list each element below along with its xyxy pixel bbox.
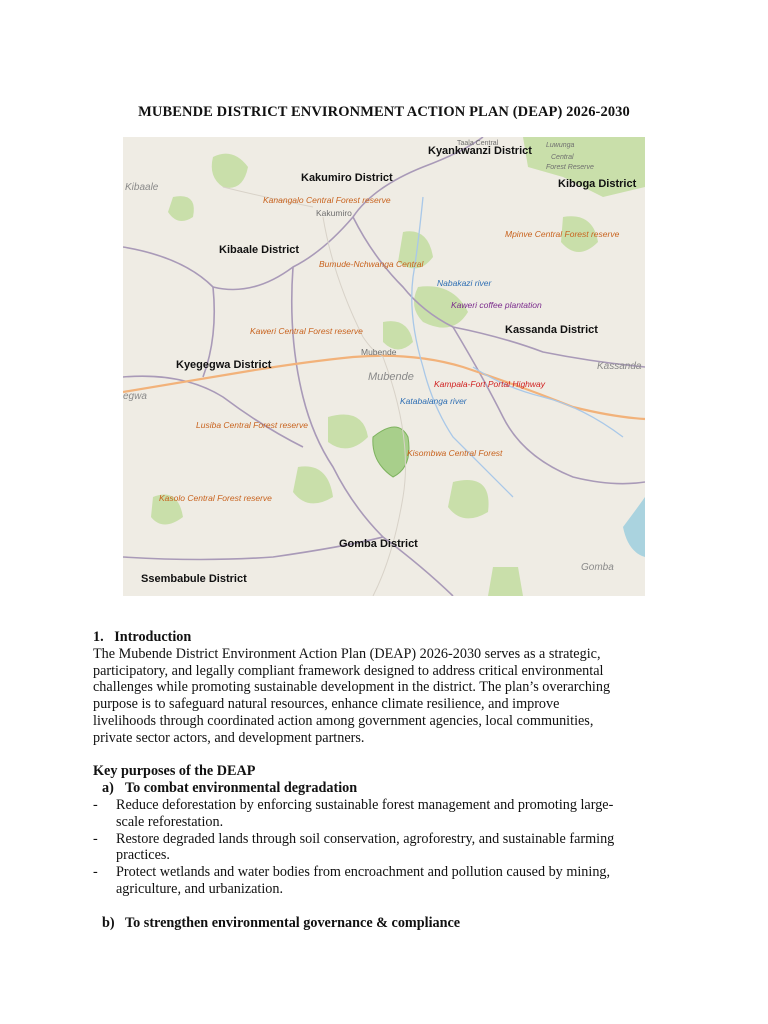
intro-line: livelihoods through coordinated action among government agencies, local communities, [93,712,594,729]
label-mubende-town: Mubende [361,347,397,357]
label-kyegegwa: Kyegegwa District [176,359,272,371]
bullet-item [93,831,673,865]
label-kasolo: Kasolo Central Forest reserve [159,493,272,503]
intro-line: participatory, and legally compliant framework designed to address critical environmental [93,662,604,679]
bullet-text [116,864,673,898]
bullet-item [93,864,673,898]
document-title: MUBENDE DISTRICT ENVIRONMENT ACTION PLAN (DEAP) 2026-2030 [138,104,630,120]
label-kibaale: Kibaale District [219,244,300,256]
label-kakumiro-town: Kakumiro [316,208,352,218]
district-map [123,137,645,596]
label-kyegegwa-region: egwa [123,391,147,402]
label-katabalanga: Katabalanga river [400,396,467,406]
bullet-text [116,797,673,831]
intro-line: private sector actors, and development partners. [93,729,365,746]
bullet-line: scale reforestation. [116,813,224,830]
label-bumude: Bumude-Nchwanga Central [319,259,424,269]
bullet-item [93,797,673,831]
label-luwunga: Luwunga [546,142,575,149]
label-kanangalo: Kanangalo Central Forest reserve [263,195,391,205]
label-luwunga-central: Central [551,154,574,161]
label-nabakazi: Nabakazi river [437,278,492,288]
map-canvas [123,137,645,596]
label-kiboga: Kiboga District [558,178,637,190]
bullet-line: practices. [116,847,170,864]
label-kibaale-region: Kibaale [125,182,159,193]
bullet-dash: - [93,796,98,813]
spacer [93,747,673,764]
label-lusiba: Lusiba Central Forest reserve [196,420,308,430]
document-body [93,629,673,931]
label-taala: Taala Central [457,140,499,147]
intro-heading-text: Introduction [114,629,192,645]
label-luwunga-forest: Forest Reserve [546,164,594,171]
intro-line: challenges while promoting sustainable development in the district. The plan’s overarching [93,679,611,696]
subsection-a [93,780,673,797]
bullet-line: Reduce deforestation by enforcing sustainable forest management and promoting large- [116,796,614,813]
subsection-b [93,915,673,932]
bullet-text [116,831,673,865]
bullet-line: Restore degraded lands through soil conservation, agroforestry, and sustainable farming [116,830,615,847]
subsection-a-label: a) [102,780,114,797]
intro-heading-number: 1. [93,629,104,645]
label-kassanda: Kassanda District [505,324,598,336]
intro-paragraph [93,646,673,747]
label-gomba-region: Gomba [581,562,614,573]
label-kaweri-cfr: Kaweri Central Forest reserve [250,326,363,336]
spacer [93,898,673,915]
label-kyankwanzi: Kyankwanzi District [428,145,532,157]
purposes-heading: Key purposes of the DEAP [93,763,256,780]
label-mpinve: Mpinve Central Forest reserve [505,229,620,239]
subsection-b-title: To strengthen environmental governance & compliance [125,914,461,931]
bullet-line: Protect wetlands and water bodies from encroachment and pollution caused by mining, [116,864,611,881]
intro-line: The Mubende District Environment Action Plan (DEAP) 2026-2030 serves as a strategic, [93,645,601,662]
bullet-line: agriculture, and urbanization. [116,880,284,897]
label-mubende-region: Mubende [368,371,414,383]
label-kakumiro: Kakumiro District [301,172,393,184]
label-highway: Kampala-Fort Portal Highway [434,379,546,389]
label-kassanda-region: Kassanda [597,361,642,372]
bullet-dash: - [93,864,98,881]
forest-patch [448,480,489,518]
label-kisombwa: Kisombwa Central Forest [407,448,503,458]
bullet-dash: - [93,830,98,847]
label-ssembabule: Ssembabule District [141,573,247,585]
label-plantation: Kaweri coffee plantation [451,300,542,310]
intro-line: purpose is to safeguard natural resources, enhance climate resilience, and improve [93,696,560,713]
intro-heading [93,629,673,646]
label-gomba: Gomba District [339,538,418,550]
forest-patch [488,567,523,596]
subsection-a-title: To combat environmental degradation [125,780,358,797]
subsection-b-label: b) [102,914,115,931]
